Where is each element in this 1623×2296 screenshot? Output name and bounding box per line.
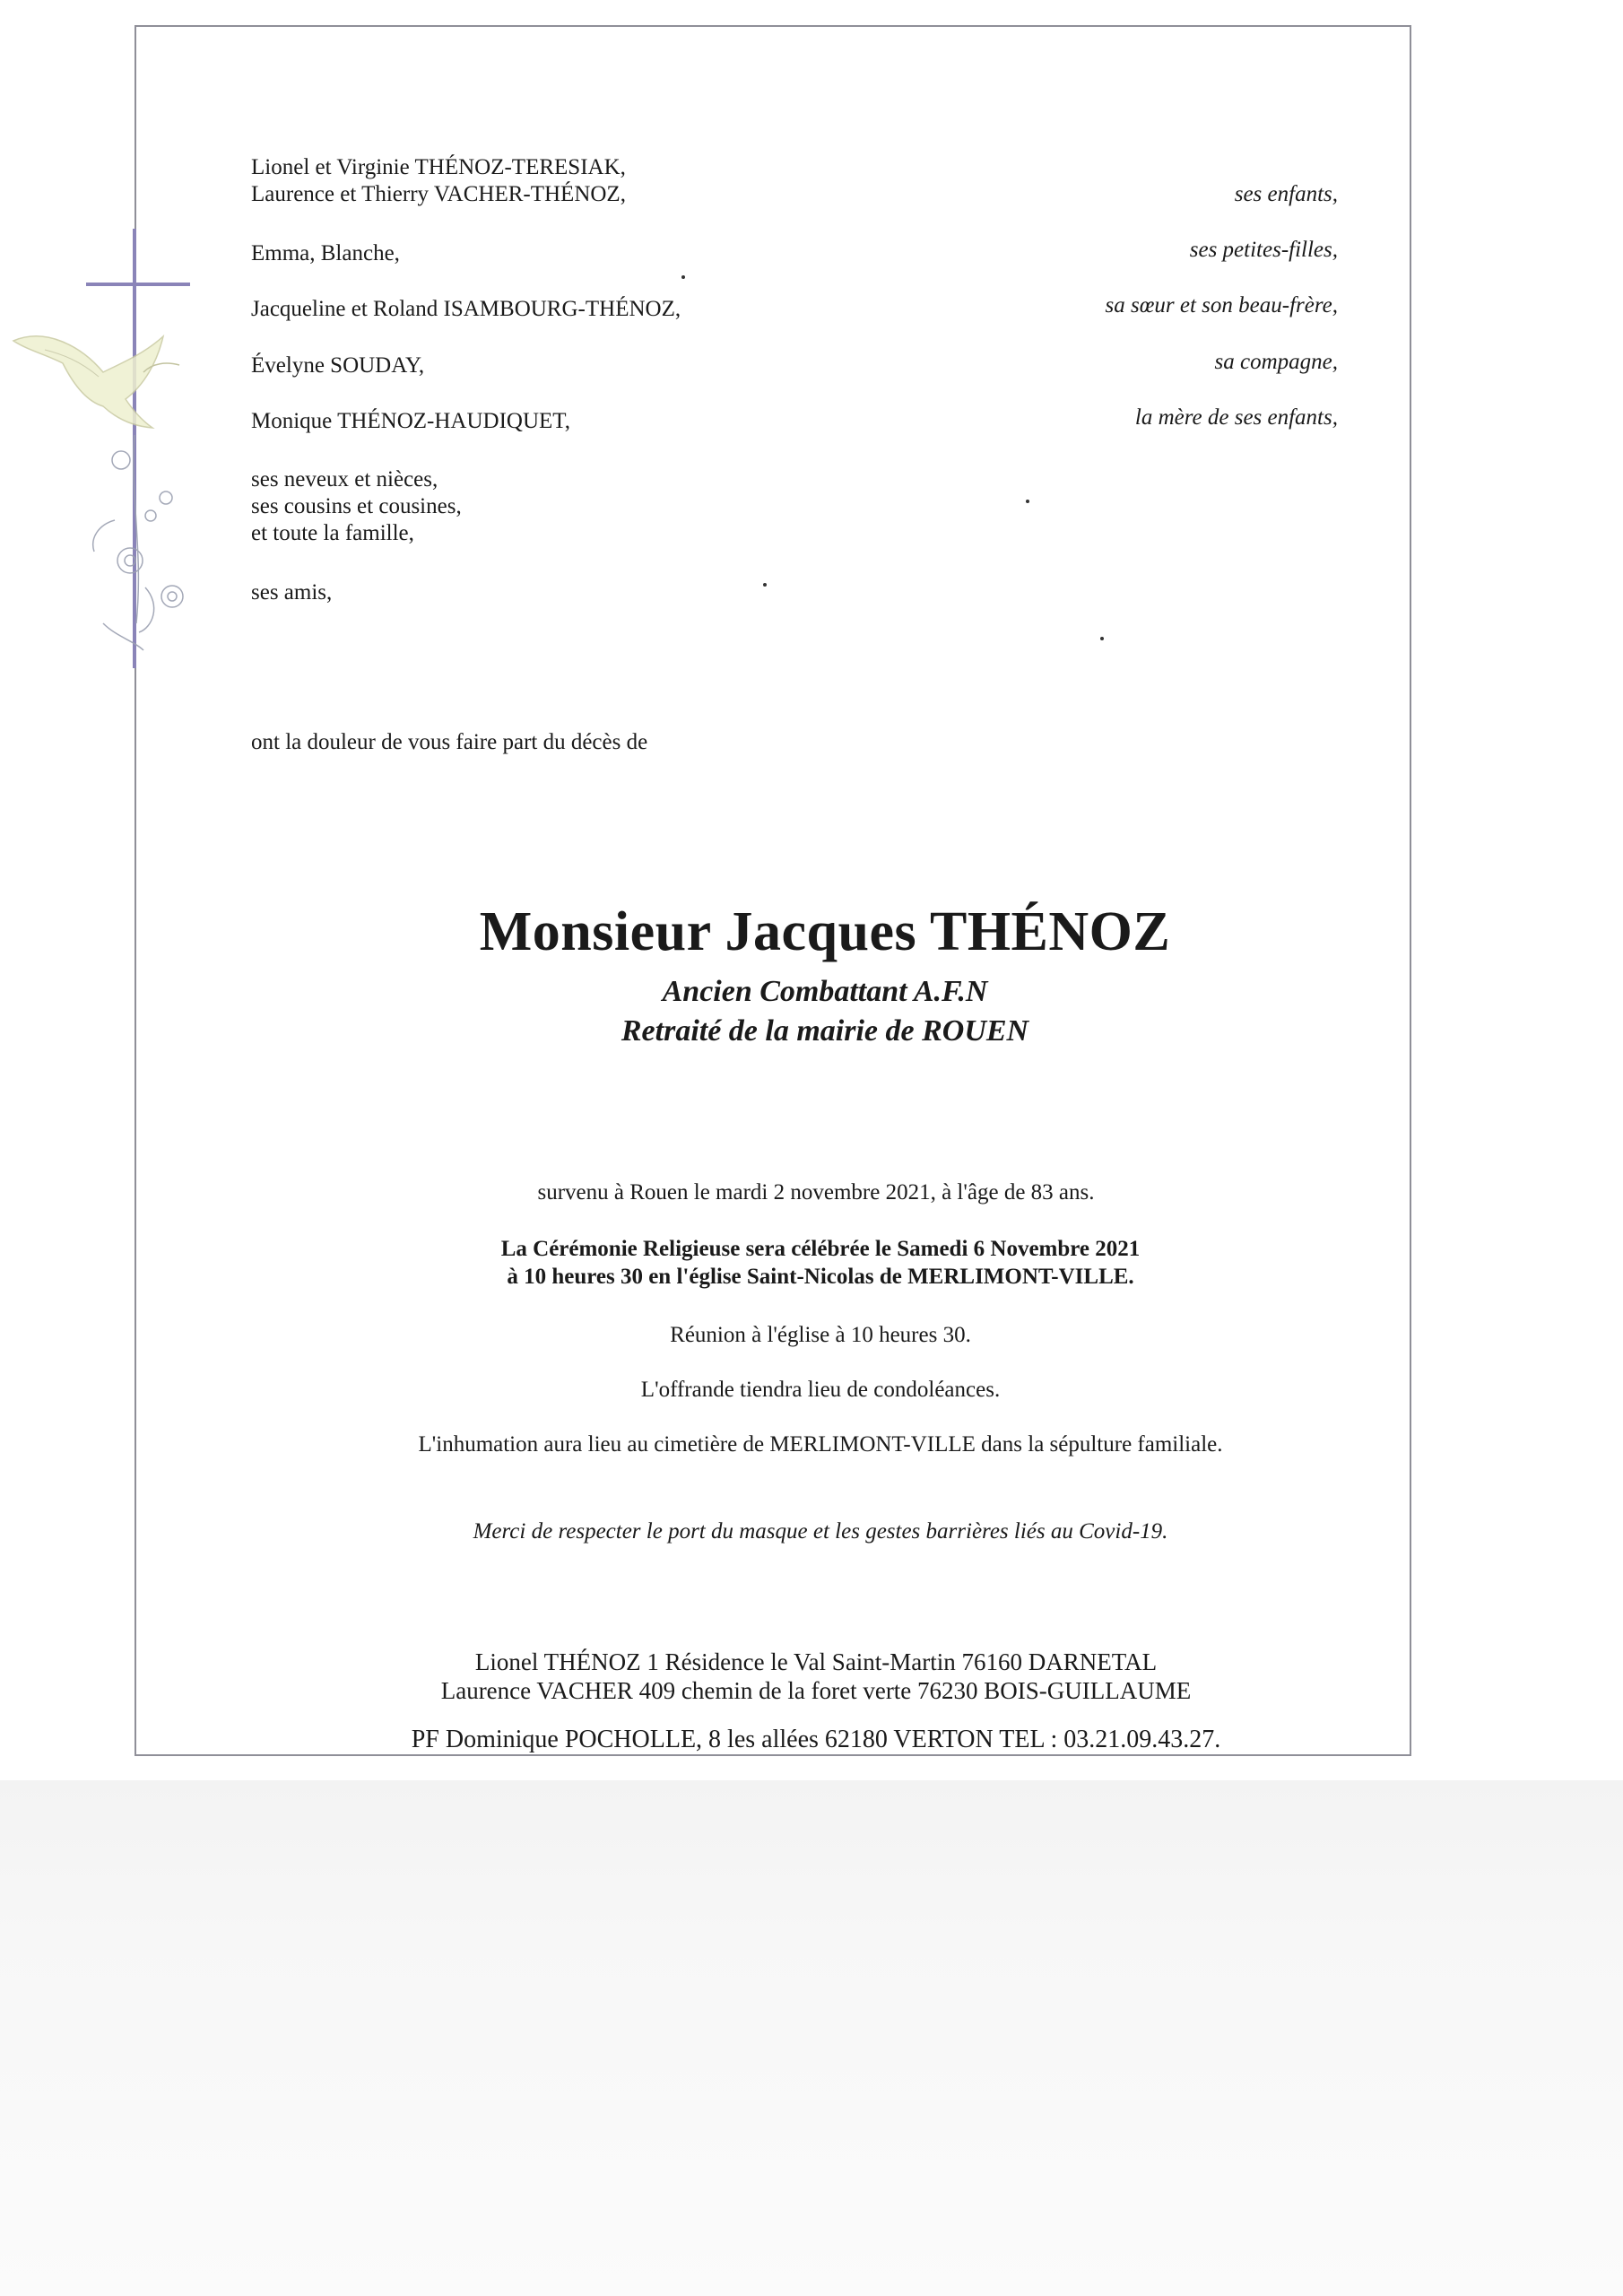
family-name: Lionel et Virginie THÉNOZ-TERESIAK,: [251, 155, 626, 179]
announcement-border: [135, 25, 1411, 1756]
friends: ses amis,: [251, 580, 333, 604]
offering-info: L'offrande tiendra lieu de condoléances.: [640, 1378, 1001, 1402]
scan-speck: [1100, 637, 1104, 640]
family-name: Jacqueline et Roland ISAMBOURG-THÉNOZ,: [251, 297, 681, 321]
meeting-info: Réunion à l'église à 10 heures 30.: [670, 1323, 971, 1347]
extended-family: et toute la famille,: [251, 521, 414, 545]
extended-family: ses cousins et cousines,: [251, 494, 462, 518]
deceased-title: Ancien Combattant A.F.N: [662, 975, 988, 1008]
scan-speck: [1026, 500, 1029, 503]
family-relation: ses petites-filles,: [1189, 238, 1338, 262]
family-name: Monique THÉNOZ-HAUDIQUET,: [251, 409, 570, 433]
death-info: survenu à Rouen le mardi 2 novembre 2021, à l'âge de 83 ans.: [537, 1180, 1095, 1205]
flower-branch-icon: [93, 435, 183, 650]
burial-info: L'inhumation aura lieu au cimetière de MERLIMONT-VILLE dans la sépulture familiale.: [418, 1432, 1223, 1457]
covid-note: Merci de respecter le port du masque et les gestes barrières liés au Covid-19.: [473, 1519, 1168, 1544]
ceremony-line: La Cérémonie Religieuse sera célébrée le Samedi 6 Novembre 2021: [500, 1237, 1141, 1261]
dove-icon: [13, 336, 179, 428]
family-relation: ses enfants,: [1234, 182, 1338, 206]
page-shadow: [0, 1780, 1623, 2296]
family-name: Emma, Blanche,: [251, 241, 400, 265]
deceased-name: Monsieur Jacques THÉNOZ: [479, 901, 1171, 962]
extended-family: ses neveux et nièces,: [251, 467, 438, 491]
scan-speck: [681, 275, 685, 279]
cross-with-dove-and-flowers-icon: [9, 229, 215, 686]
address-line: Lionel THÉNOZ 1 Résidence le Val Saint-Martin 76160 DARNETAL: [474, 1648, 1158, 1675]
address-line: Laurence VACHER 409 chemin de la foret verte 76230 BOIS-GUILLAUME: [440, 1677, 1192, 1704]
family-name: Évelyne SOUDAY,: [251, 353, 425, 378]
scan-speck: [763, 583, 767, 587]
deceased-title: Retraité de la mairie de ROUEN: [621, 1014, 1029, 1048]
family-name: Laurence et Thierry VACHER-THÉNOZ,: [251, 182, 626, 206]
funeral-home: PF Dominique POCHOLLE, 8 les allées 62180 VERTON TEL : 03.21.09.43.27.: [411, 1726, 1221, 1753]
ceremony-line: à 10 heures 30 en l'église Saint-Nicolas de MERLIMONT-VILLE.: [507, 1265, 1134, 1289]
family-relation: la mère de ses enfants,: [1134, 405, 1338, 430]
family-relation: sa compagne,: [1214, 350, 1338, 374]
announcement-text: ont la douleur de vous faire part du décès de: [251, 730, 648, 754]
family-relation: sa sœur et son beau-frère,: [1105, 293, 1338, 317]
